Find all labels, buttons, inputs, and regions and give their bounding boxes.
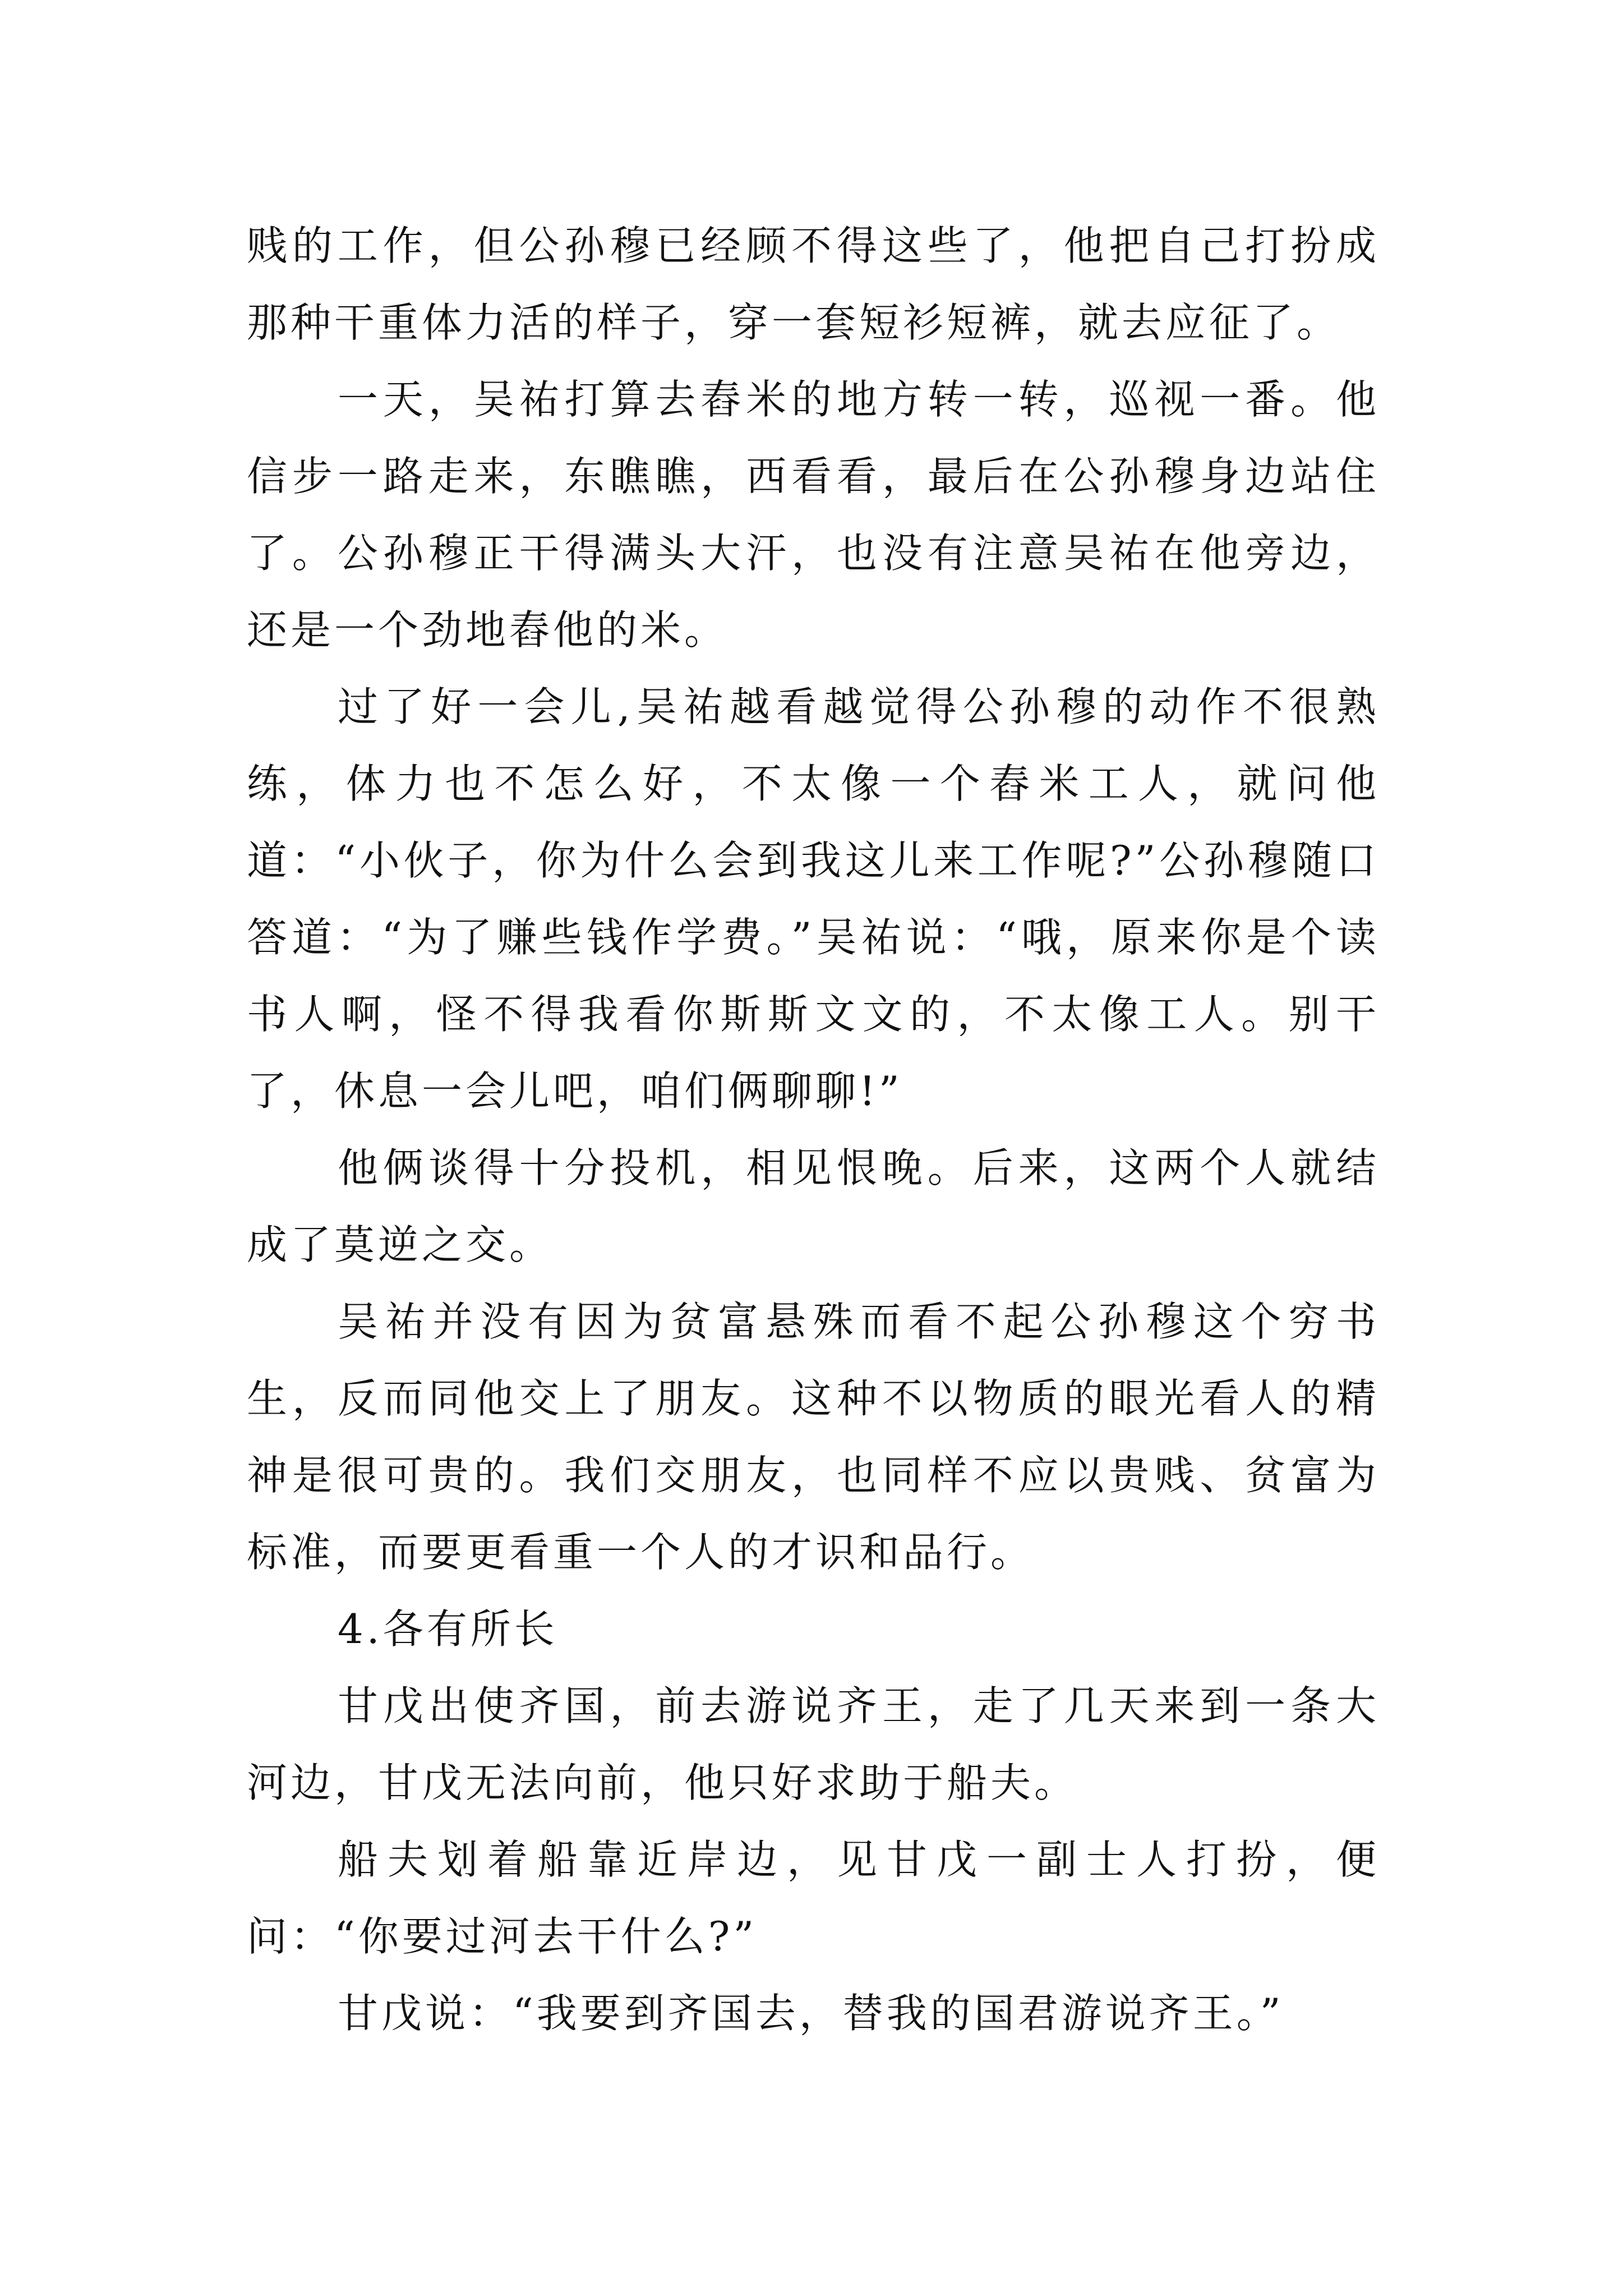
paragraph-3: 过了好一会儿,吴祐越看越觉得公孙穆的动作不很熟练，体力也不怎么好，不太像一个舂米工人，就问他道：“小伙子，你为什么会到我这儿来工作呢?”公孙穆随口答道：“为了赚些钱作学费。”吴祐说：“哦，原来你是个读书人啊，怪不得我看你斯斯文文的，不太像工人。别干了，休息一会儿吧，咱们俩聊聊!” (247, 683, 1380, 1115)
paragraph-7: 船夫划着船靠近岸边，见甘戊一副士人打扮，便问：“你要过河去干什么?” (247, 1836, 1380, 1960)
body-text (247, 208, 1380, 2052)
paragraph-5: 吴祐并没有因为贫富悬殊而看不起公孙穆这个穷书生，反而同他交上了朋友。这种不以物质的眼光看人的精神是很可贵的。我们交朋友，也同样不应以贵贱、贫富为标准，而要更看重一个人的才识和品行。 (247, 1298, 1380, 1576)
paragraph-4: 他俩谈得十分投机，相见恨晚。后来，这两个人就结成了莫逆之交。 (247, 1144, 1380, 1268)
paragraph-6: 甘戊出使齐国，前去游说齐王，走了几天来到一条大河边，甘戊无法向前，他只好求助于船夫。 (247, 1682, 1380, 1806)
section-heading: 4.各有所长 (338, 1605, 558, 1653)
paragraph-1: 贱的工作，但公孙穆已经顾不得这些了，他把自己打扮成那种干重体力活的样子，穿一套短衫短裤，就去应征了。 (247, 222, 1380, 346)
paragraph-2: 一天，吴祐打算去舂米的地方转一转，巡视一番。他信步一路走来，东瞧瞧，西看看，最后在公孙穆身边站住了。公孙穆正干得满头大汗，也没有注意吴祐在他旁边，还是一个劲地舂他的米。 (247, 376, 1380, 654)
paragraph-8: 甘戊说：“我要到齐国去，替我的国君游说齐王。” (338, 1990, 1284, 2037)
